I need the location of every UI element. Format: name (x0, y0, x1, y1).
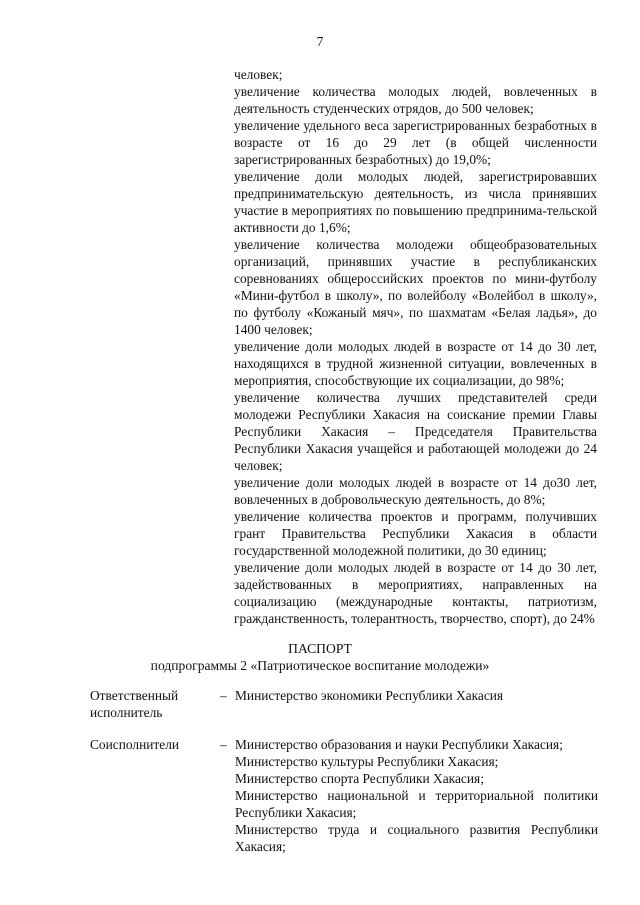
row-label: Соисполнители (90, 737, 180, 752)
list-item: увеличение доли молодых людей в возрасте от 14 до 30 лет, находящихся в трудной жизненной ситуации, вовлеченных в мероприятия, способствующие их социализации, до 98%; (234, 339, 597, 388)
passport-title: ПАСПОРТ (288, 641, 352, 656)
row-value: Министерство труда и социального развития Республики Хакасия; (235, 822, 598, 854)
row-dash: – (220, 688, 227, 703)
indicator-list (234, 66, 597, 627)
list-item: увеличение удельного веса зарегистрированных безработных в возрасте от 16 до 29 лет (в общей численности зарегистрированных безработных) до 19,0%; (234, 118, 597, 167)
list-item: увеличение доли молодых людей, зарегистрировавших предпринимательскую деятельность, из числа принявших участие в мероприятиях по повышению предпринима-тельской активности до 1,6%; (234, 169, 597, 235)
row-value: Министерство образования и науки Республики Хакасия; (235, 737, 563, 752)
row-value: Министерство экономики Республики Хакасия (235, 688, 504, 703)
list-item: человек; (234, 67, 283, 82)
list-item: увеличение доли молодых людей в возрасте от 14 до30 лет, вовлеченных в добровольческую деятельность, до 8%; (234, 475, 597, 507)
row-value: Министерство национальной и территориальной политики Республики Хакасия; (235, 788, 598, 820)
row-dash: – (220, 737, 227, 752)
row-label: Ответственный исполнитель (90, 688, 179, 720)
list-item: увеличение количества молодежи общеобразовательных организаций, принявших участие в республиканских соревнованиях общероссийских проектов по мини-футболу «Мини-футбол в школу», по волейболу «Волейбол в школу», по футболу «Кожаный мяч», по шахматам «Белая ладья», до 1400 человек; (234, 237, 597, 337)
row-values (235, 736, 598, 855)
page-number: 7 (316, 34, 324, 49)
list-item: увеличение количества лучших представителей среди молодежи Республики Хакасия на соискание премии Главы Республики Хакасия – Председателя Правительства Республики Хакасия учащейся и работающей молодежи до 24 человек; (234, 390, 597, 473)
row-value: Министерство культуры Республики Хакасия; (235, 754, 499, 769)
row-values (235, 687, 598, 704)
row-value: Министерство спорта Республики Хакасия; (235, 771, 484, 786)
list-item: увеличение количества проектов и программ, получивших грант Правительства Республики Хакасия в области государственной молодежной политики, до 30 единиц; (234, 509, 597, 558)
list-item: увеличение количества молодых людей, вовлеченных в деятельность студенческих отрядов, до 500 человек; (234, 84, 597, 116)
list-item: увеличение доли молодых людей в возрасте от 14 до 30 лет, задействованных в мероприятиях, направленных на социализацию (международные контакты, патриотизм, гражданственность, толерантность, творчество, спорт), до 24% (234, 560, 597, 626)
passport-subtitle: подпрограммы 2 «Патриотическое воспитание молодежи» (150, 658, 490, 673)
